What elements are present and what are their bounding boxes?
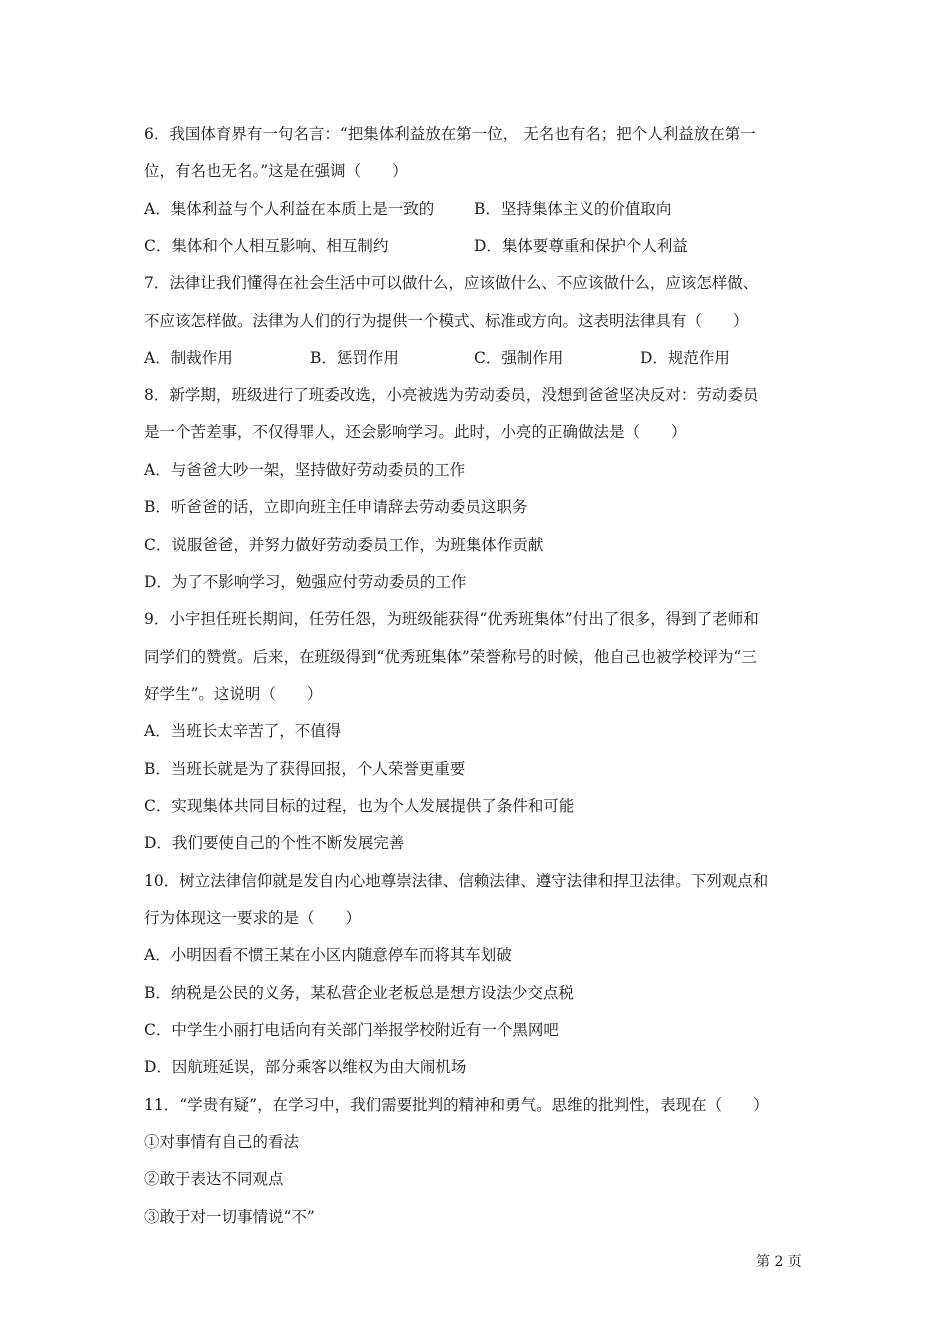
question-6-option-c: C．集体和个人相互影响、相互制约	[144, 237, 389, 255]
question-10-option-b: B．纳税是公民的义务，某私营企业老板总是想方设法少交点税	[144, 984, 574, 1002]
question-9-option-c: C．实现集体共同目标的过程，也为个人发展提供了条件和可能	[144, 797, 575, 815]
question-11-stem-line-1: 11．“学贵有疑”，在学习中，我们需要批判的精神和勇气。思维的批判性，表现在（ ）	[144, 1096, 769, 1114]
question-9-option-b: B．当班长就是为了获得回报，个人荣誉更重要	[144, 760, 466, 778]
question-9-stem-line-3: 好学生”。这说明（ ）	[144, 685, 323, 703]
question-6-option-a: A．集体利益与个人利益在本质上是一致的	[144, 200, 435, 218]
question-9-option-a: A．当班长太辛苦了，不值得	[144, 722, 342, 740]
question-8-option-b: B．听爸爸的话，立即向班主任申请辞去劳动委员这职务	[144, 498, 528, 516]
question-8-option-a: A．与爸爸大吵一架，坚持做好劳动委员的工作	[144, 461, 466, 479]
question-7-option-a: A．制裁作用	[144, 349, 233, 367]
question-7-option-d: D．规范作用	[640, 349, 730, 367]
question-9-stem-line-2: 同学们的赞赏。后来，在班级得到“优秀班集体”荣誉称号的时候，他自己也被学校评为“三	[144, 648, 757, 666]
question-7-option-b: B．惩罚作用	[310, 349, 399, 367]
question-8-stem-line-1: 8．新学期，班级进行了班委改选，小亮被选为劳动委员，没想到爸爸坚决反对：劳动委员	[144, 386, 759, 404]
question-11-item-1: ①对事情有自己的看法	[144, 1133, 300, 1151]
question-11-item-3: ③敢于对一切事情说“不”	[144, 1208, 315, 1226]
question-10-option-c: C．中学生小丽打电话向有关部门举报学校附近有一个黑网吧	[144, 1021, 559, 1039]
question-8-stem-line-2: 是一个苦差事，不仅得罪人，还会影响学习。此时，小亮的正确做法是（ ）	[144, 423, 687, 441]
question-7-stem-line-1: 7．法律让我们懂得在社会生活中可以做什么，应该做什么、不应该做什么，应该怎样做、	[144, 274, 759, 292]
question-9-option-d: D．我们要使自己的个性不断发展完善	[144, 834, 405, 852]
question-10-option-d: D．因航班延误，部分乘客以维权为由大闹机场	[144, 1058, 467, 1076]
question-8-option-d: D．为了不影响学习，勉强应付劳动委员的工作	[144, 573, 467, 591]
page-number: 第 2 页	[756, 1254, 802, 1270]
question-7-option-c: C．强制作用	[474, 349, 564, 367]
question-6-stem-line-2: 位，有名也无名。”这是在强调（ ）	[144, 162, 408, 180]
question-10-stem-line-1: 10．树立法律信仰就是发自内心地尊崇法律、信赖法律、遵守法律和捍卫法律。下列观点和	[144, 872, 769, 890]
question-6-option-b: B．坚持集体主义的价值取向	[474, 200, 672, 218]
question-8-option-c: C．说服爸爸，并努力做好劳动委员工作，为班集体作贡献	[144, 536, 544, 554]
question-6-option-d: D．集体要尊重和保护个人利益	[474, 237, 688, 255]
question-11-item-2: ②敢于表达不同观点	[144, 1170, 284, 1188]
question-7-stem-line-2: 不应该怎样做。法律为人们的行为提供一个模式、标准或方向。这表明法律具有（ ）	[144, 312, 749, 330]
question-10-stem-line-2: 行为体现这一要求的是（ ）	[144, 909, 362, 927]
question-9-stem-line-1: 9．小宇担任班长期间，任劳任怨，为班级能获得“优秀班集体”付出了很多，得到了老师和	[144, 610, 759, 628]
question-10-option-a: A．小明因看不惯王某在小区内随意停车而将其车划破	[144, 946, 512, 964]
question-6-stem-line-1: 6．我国体育界有一句名言：“把集体利益放在第一位， 无名也有名；把个人利益放在第一	[144, 125, 756, 143]
